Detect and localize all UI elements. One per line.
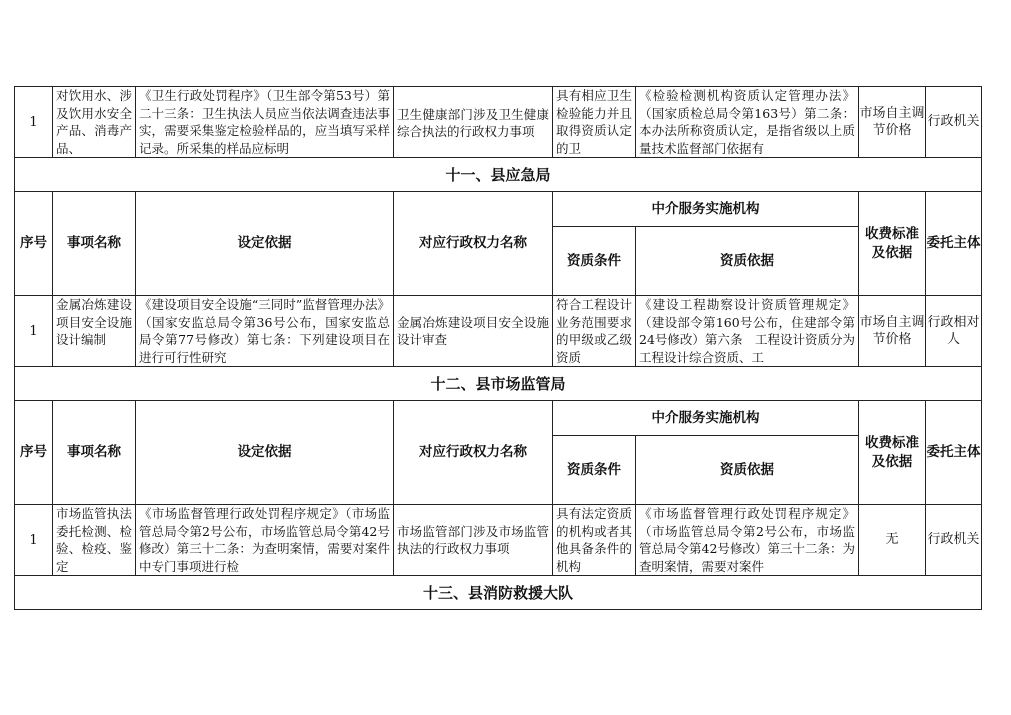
header-seq: 序号 [15, 401, 53, 505]
header-row [15, 192, 982, 227]
qualification-cell: 具有法定资质的机构或者其他具备条件的机构 [556, 506, 632, 574]
section-row [15, 576, 982, 610]
qualification-basis-cell: 《检验检测机构资质认定管理办法》（国家质检总局令第163号）第二条：本办法所称资质认定，是指省级以上质量技术监督部门依据有 [639, 88, 855, 156]
fee-catalog-table [14, 86, 982, 610]
header-item-name: 事项名称 [53, 401, 136, 505]
header-qualification-basis: 资质依据 [636, 227, 859, 296]
header-principal: 委托主体 [926, 192, 982, 296]
basis-cell: 《建设项目安全设施“三同时”监督管理办法》（国家安监总局令第36号公布，国家安监总局令第77号修改）第七条：下列建设项目在进行可行性研究 [139, 297, 390, 365]
header-power-name: 对应行政权力名称 [394, 192, 553, 296]
header-principal: 委托主体 [926, 401, 982, 505]
header-agency-group: 中介服务实施机构 [553, 192, 859, 227]
header-qualification: 资质条件 [553, 227, 636, 296]
item-name-cell: 市场监管执法委托检测、检验、检疫、鉴定 [56, 506, 132, 574]
fee-cell: 无 [859, 505, 926, 576]
header-fee: 收费标准及依据 [859, 192, 926, 296]
section-title: 十三、县消防救援大队 [15, 576, 982, 610]
section-title: 十二、县市场监管局 [15, 367, 982, 401]
section-title: 十一、县应急局 [15, 158, 982, 192]
seq-cell: 1 [15, 87, 53, 158]
fee-cell: 市场自主调节价格 [859, 87, 926, 158]
table-row [15, 87, 982, 158]
header-qualification: 资质条件 [553, 436, 636, 505]
header-seq: 序号 [15, 192, 53, 296]
header-agency-group: 中介服务实施机构 [553, 401, 859, 436]
header-basis: 设定依据 [136, 192, 394, 296]
table-row [15, 296, 982, 367]
header-fee: 收费标准及依据 [859, 401, 926, 505]
header-qualification-basis: 资质依据 [636, 436, 859, 505]
seq-cell: 1 [15, 505, 53, 576]
principal-cell: 行政机关 [926, 87, 982, 158]
principal-cell: 行政机关 [926, 505, 982, 576]
power-name-cell: 金属冶炼建设项目安全设施设计审查 [397, 314, 549, 347]
principal-cell: 行政相对人 [926, 296, 982, 367]
basis-cell: 《市场监督管理行政处罚程序规定》（市场监管总局令第2号公布，市场监管总局令第42号修改）第三十二条：为查明案情，需要对案件中专门事项进行检 [139, 506, 390, 574]
item-name-cell: 金属冶炼建设项目安全设施设计编制 [56, 297, 132, 347]
item-name-cell: 对饮用水、涉及饮用水安全产品、消毒产品、 [56, 88, 132, 156]
basis-cell: 《卫生行政处罚程序》（卫生部令第53号）第二十三条：卫生执法人员应当依法调查违法事实，需要采集鉴定检验样品的，应当填写采样记录。所采集的样品应标明 [139, 88, 390, 156]
qualification-basis-cell: 《建设工程勘察设计资质管理规定》（建设部令第160号公布，住建部令第24号修改）第六条 工程设计资质分为工程设计综合资质、工 [639, 297, 855, 365]
table-row [15, 505, 982, 576]
qualification-basis-cell: 《市场监督管理行政处罚程序规定》（市场监管总局令第2号公布，市场监管总局令第42号修改）第三十二条：为查明案情，需要对案件 [639, 506, 855, 574]
section-row [15, 367, 982, 401]
header-row [15, 401, 982, 436]
header-item-name: 事项名称 [53, 192, 136, 296]
header-power-name: 对应行政权力名称 [394, 401, 553, 505]
power-name-cell: 市场监管部门涉及市场监管执法的行政权力事项 [397, 523, 549, 556]
qualification-cell: 符合工程设计业务范围要求的甲级或乙级资质 [556, 297, 632, 365]
seq-cell: 1 [15, 296, 53, 367]
fee-cell: 市场自主调节价格 [859, 296, 926, 367]
section-row [15, 158, 982, 192]
qualification-cell: 具有相应卫生检验能力并且取得资质认定的卫 [556, 88, 632, 156]
power-name-cell: 卫生健康部门涉及卫生健康综合执法的行政权力事项 [397, 106, 549, 139]
header-basis: 设定依据 [136, 401, 394, 505]
